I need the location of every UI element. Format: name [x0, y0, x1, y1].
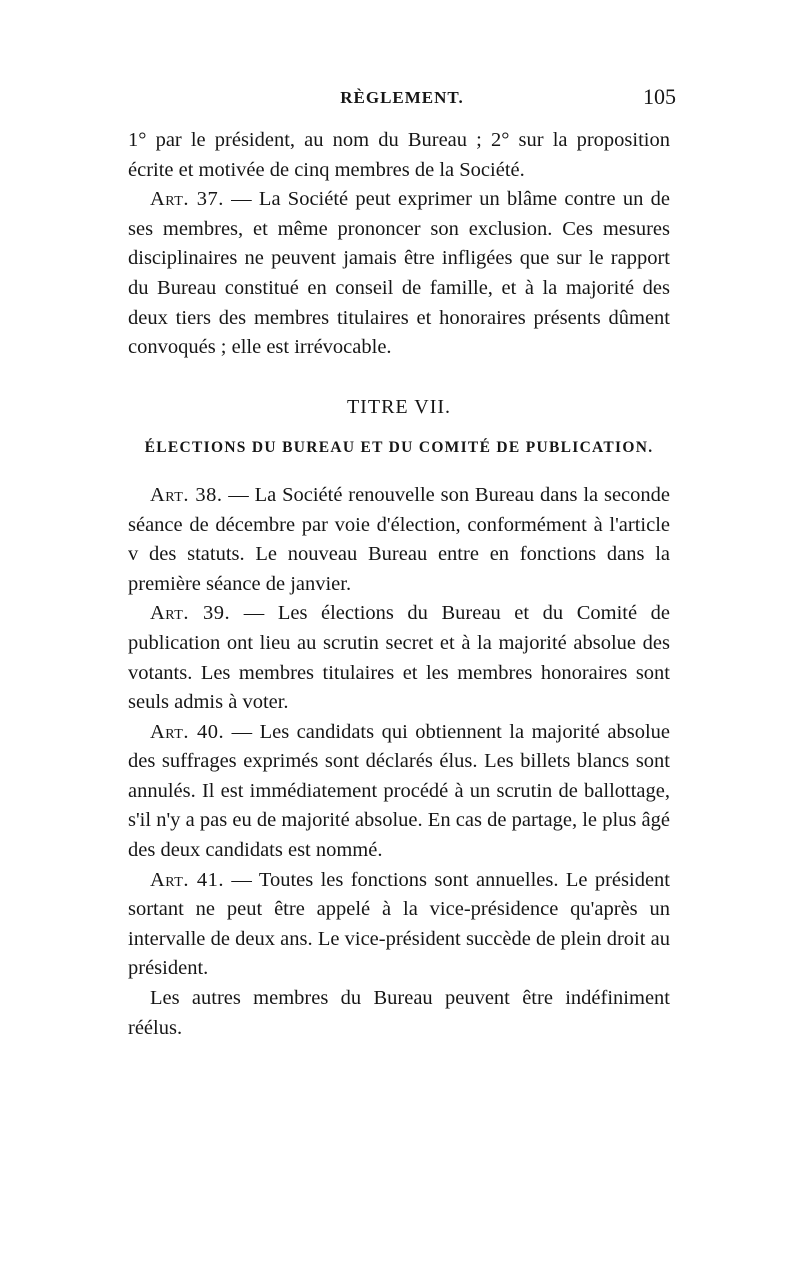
running-head [128, 84, 676, 118]
article-text: — La Société peut exprimer un blâme contre un de ses membres, et même prononcer son exclusion. Ces mesures disciplinaires ne peuvent jamais être infligées que sur le rapport du Bureau constitué en conseil de famille, et à la majorité des deux tiers des membres titulaires et honoraires présents dûment convoqués ; elle est irrévocable. [128, 188, 670, 359]
article-label: Art. 38. [150, 483, 223, 506]
article-label: Art. 41. [150, 868, 224, 891]
article-label: Art. 37. [150, 188, 224, 211]
body-text [128, 126, 670, 1043]
section-subtitle: ÉLECTIONS DU BUREAU ET DU COMITÉ DE PUBLICATION. [144, 439, 654, 457]
article-label: Art. 39. [150, 602, 231, 625]
article-41-continuation: Les autres membres du Bureau peuvent être indéfiniment réélus. [128, 987, 670, 1039]
article-38 [128, 481, 670, 599]
running-title: RÈGLEMENT. [340, 88, 464, 107]
article-39 [128, 599, 670, 717]
article-37 [128, 185, 670, 363]
article-text: — Les candidats qui obtiennent la majorité absolue des suffrages exprimés sont déclarés élus. Les billets blancs sont annulés. Il est immédiatement procédé à un scrutin de ballottage, s'il n'y a pas eu de majorité absolue. En cas de partage, le plus âgé des deux candidats est nommé. [128, 720, 671, 862]
page-number: 105 [643, 84, 676, 109]
article-text: — Toutes les fonctions sont annuelles. Le président sortant ne peut être appelé à la vice-présidence qu'après un intervalle de deux ans. Le vice-président succède de plein droit au président. [128, 868, 670, 980]
article-40 [128, 718, 670, 866]
article-41 [128, 866, 670, 984]
paragraph-continuation: 1° par le président, au nom du Bureau ; 2° sur la proposition écrite et motivée de cinq membres de la Société. [128, 129, 670, 181]
article-label: Art. 40. [150, 720, 225, 743]
section-title: TITRE VII. [346, 395, 452, 418]
article-text: — La Société renouvelle son Bureau dans la seconde séance de décembre par voie d'élection, conformément à l'article v des statuts. Le nouveau Bureau entre en fonctions dans la première séance de janvier. [128, 483, 671, 595]
article-text: — Les élections du Bureau et du Comité de publication ont lieu au scrutin secret et à la majorité absolue des votants. Les membres titulaires et les membres honoraires sont seuls admis à voter. [128, 602, 670, 714]
